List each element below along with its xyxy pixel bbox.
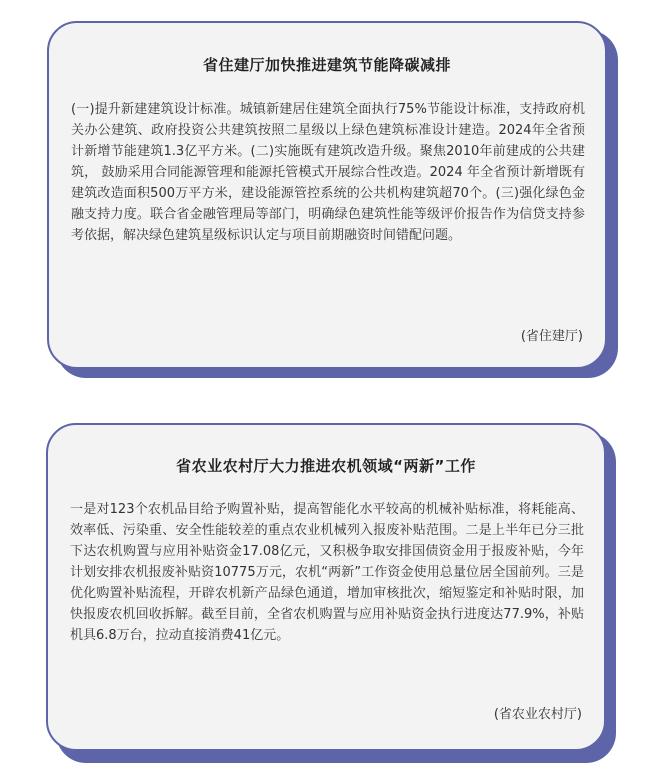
- card-title: 省农业农村厅大力推进农机领域“两新”工作: [176, 457, 476, 475]
- card-title: 省住建厅加快推进建筑节能降碳减排: [202, 56, 451, 74]
- card-panel: [47, 21, 607, 369]
- card-body-text: 一是对123个农机品目给予购置补贴，提高智能化水平较高的机械补贴标准，将耗能高、效率低、污染重、安全性能较差的重点农业机械列入报废补贴范围。二是上半年已分三批下达农机购置与应用补贴资金17.08亿元，又积极争取安排国债资金用于报废补贴，今年计划安排农机报废补贴资10775万元，农机“两新”工作资金使用总量位居全国前列。三是优化购置补贴流程，开辟农机新产品绿色通道，增加审核批次，缩短鉴定和补贴时限，加快报废农机回收拆解。截至目前，全省农机购置与应用补贴资金执行进度达77.9%，补贴机具6.8万台，拉动直接消费41亿元。: [70, 502, 584, 643]
- card-source: (省农业农村厅): [493, 707, 582, 722]
- card-body-text: (一)提升新建建筑设计标准。城镇新建居住建筑全面执行75%节能设计标准，支持政府机关办公建筑、政府投资公共建筑按照二星级以上绿色建筑标准设计建造。2024年全省预计新增节能建筑1.3亿平方米。(二)实施既有建筑改造升级。聚焦2010年前建成的公共建筑， 鼓励采用合同能源管理和能源托管模式开展综合性改造。2024 年全省预计新增既有建筑改造面积500万平方米，建设能源管控系统的公共机构建筑超70个。(三)强化绿色金融支持力度。联合省金融管理局等部门，明确绿色建筑性能等级评价报告作为信贷支持参考依据，解决绿色建筑星级标识认定与项目前期融资时间错配问题。: [71, 102, 585, 243]
- card-panel: [46, 423, 606, 751]
- card-source: (省住建厅): [520, 329, 583, 344]
- news-card-agriculture: [0, 418, 664, 774]
